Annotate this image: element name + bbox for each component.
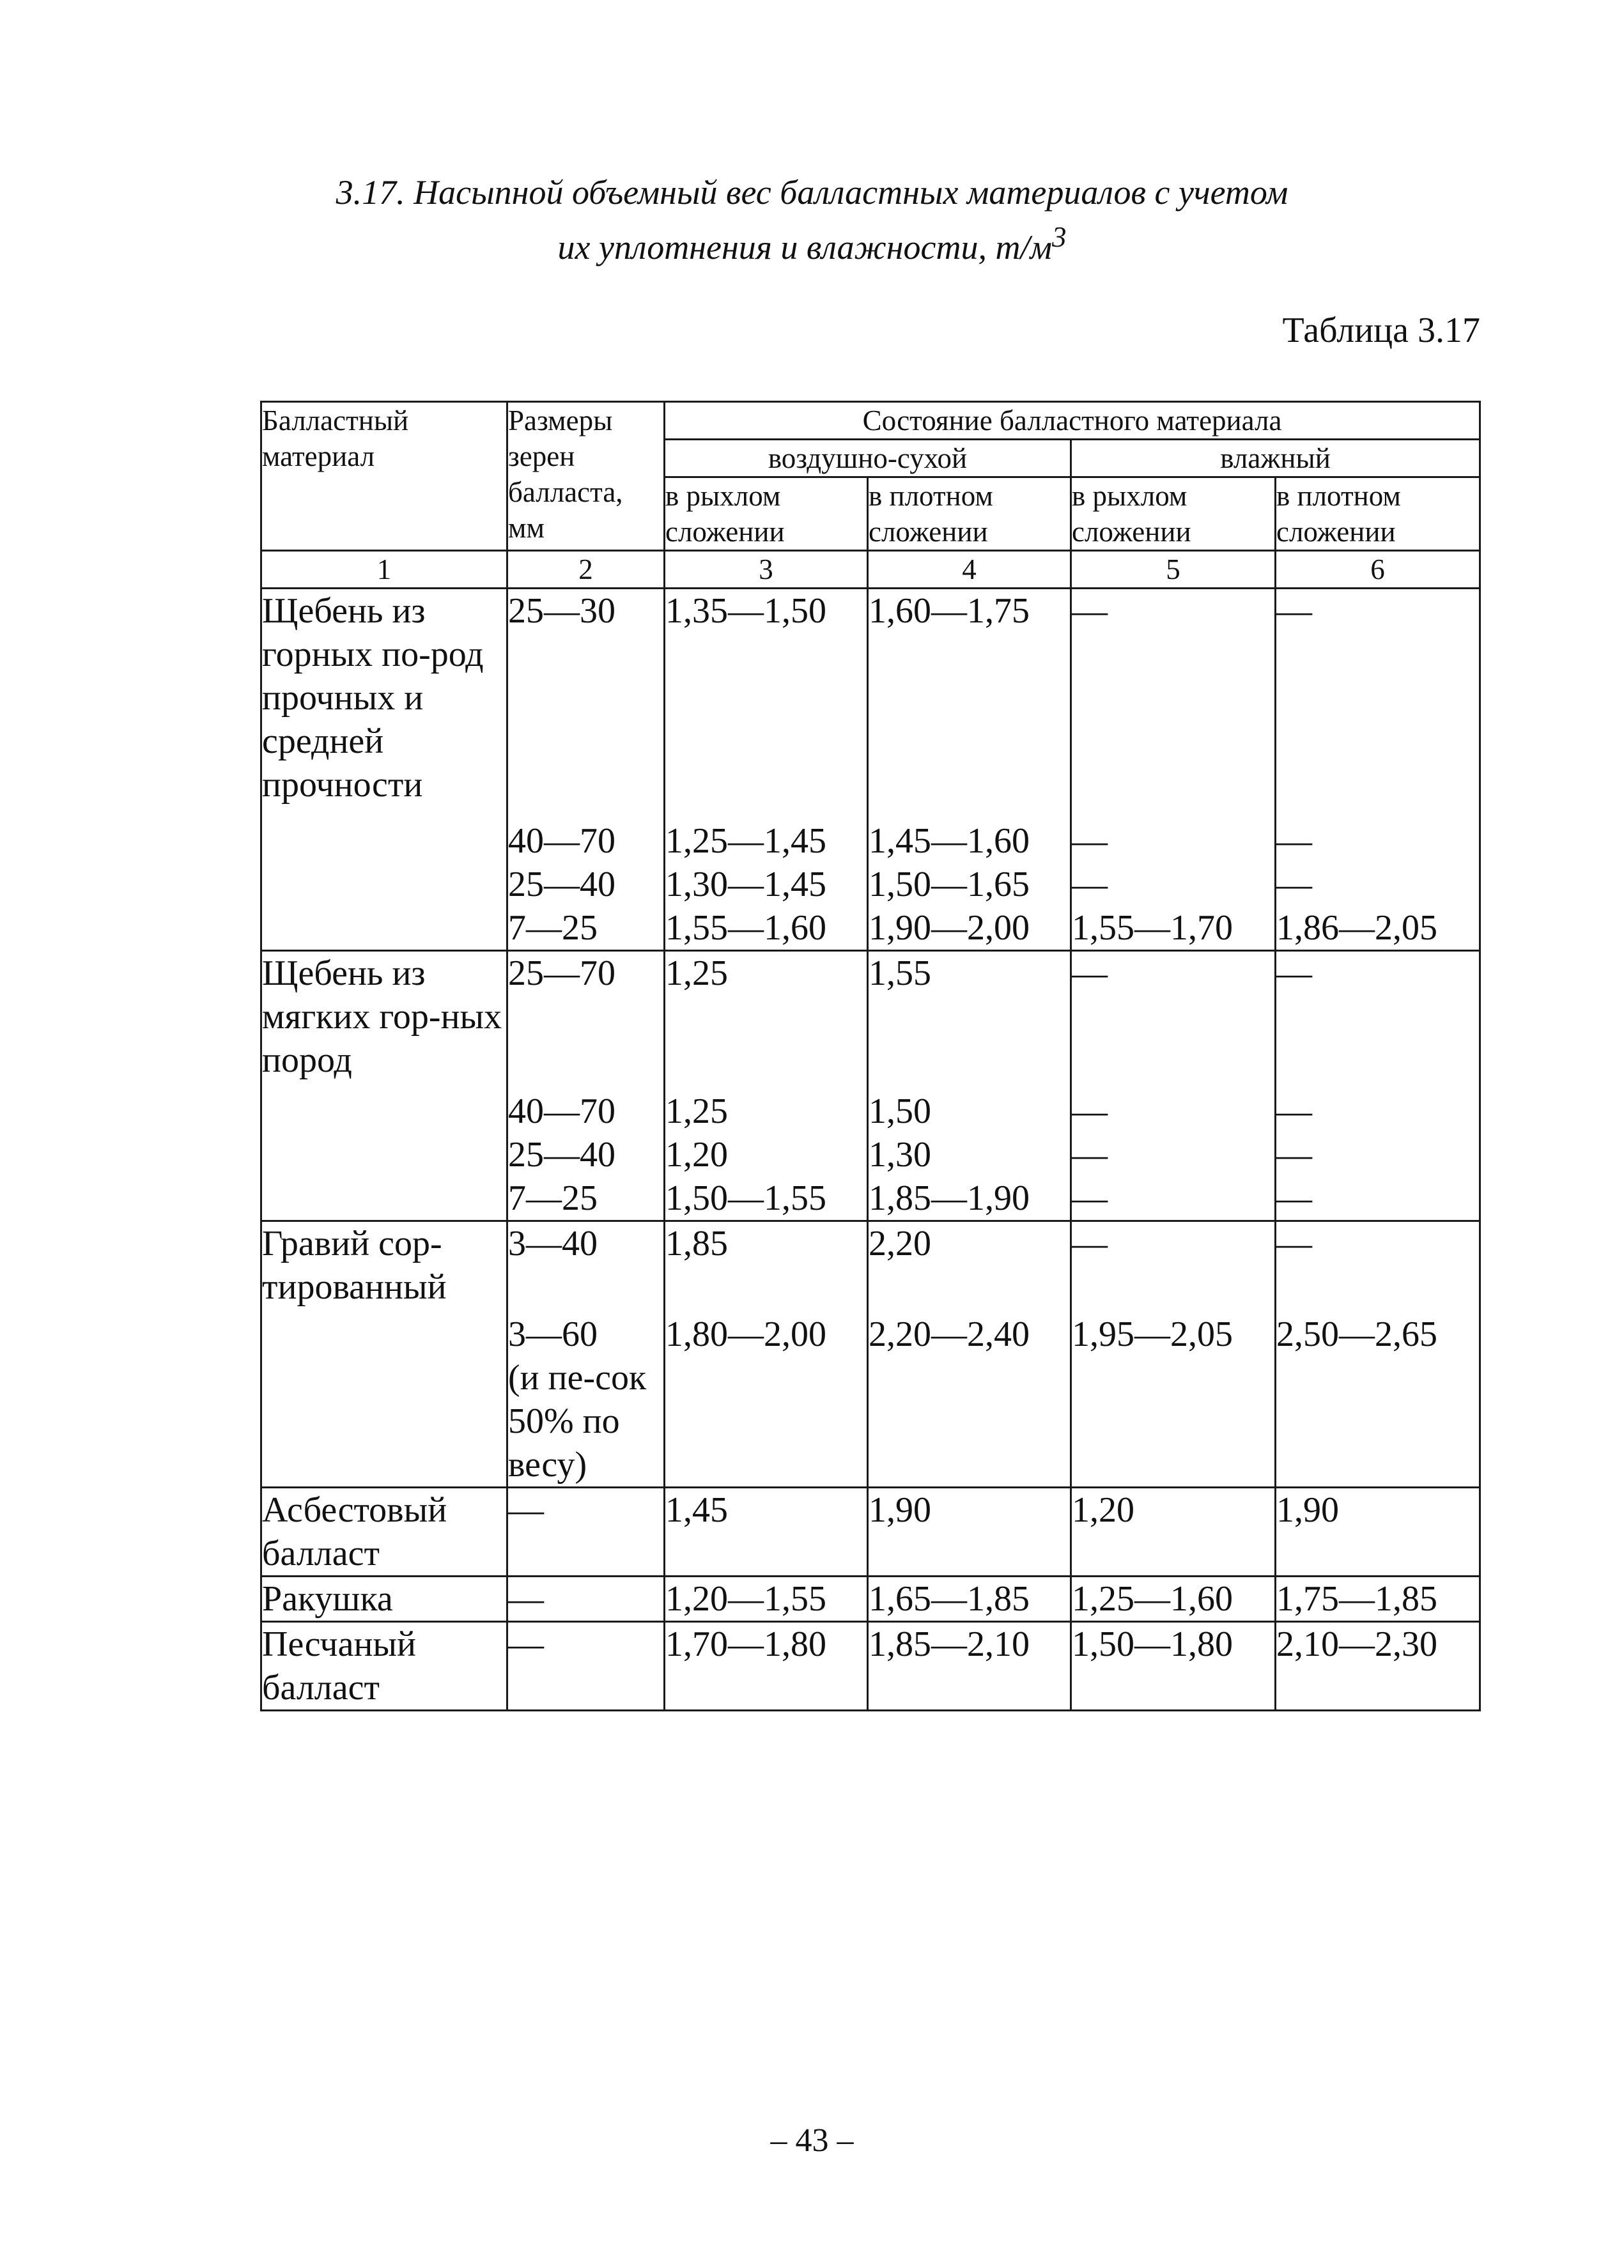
grain-size-cell xyxy=(507,1488,665,1577)
weight-value: 1,80—2,00 xyxy=(665,1315,826,1354)
weight-value: 1,90 xyxy=(869,1490,931,1530)
weight-value: 1,55 xyxy=(869,953,931,993)
value-cell xyxy=(1276,589,1480,951)
weight-value: — xyxy=(1276,953,1312,993)
weight-value: — xyxy=(1072,821,1108,861)
weight-value: 2,50—2,65 xyxy=(1276,1315,1437,1354)
material-group-row xyxy=(261,951,1480,1221)
value-cell xyxy=(1276,1622,1480,1711)
header-row-1 xyxy=(261,402,1480,440)
column-number: 1 xyxy=(261,551,507,589)
value-cell xyxy=(665,1622,868,1711)
page-number: – 43 – xyxy=(770,2122,854,2159)
value-cell xyxy=(665,951,868,1221)
weight-value: — xyxy=(1276,1224,1312,1263)
weight-value: — xyxy=(1072,865,1108,904)
weight-value: 1,45—1,60 xyxy=(869,821,1030,861)
material-name: Щебень из мягких гор-ных пород xyxy=(261,951,507,1221)
value-cell xyxy=(1071,1221,1276,1488)
value-cell xyxy=(868,1622,1071,1711)
value-cell xyxy=(1071,1622,1276,1711)
grain-size-value: — xyxy=(508,1624,544,1664)
header-wet-loose: в рыхлом сложении xyxy=(1071,477,1276,551)
weight-value: 1,85 xyxy=(665,1224,728,1263)
header-state-group: Состояние балластного материала xyxy=(665,402,1480,440)
weight-value: 1,85—1,90 xyxy=(869,1178,1030,1218)
column-number: 4 xyxy=(868,551,1071,589)
material-name: Гравий сор-тированный xyxy=(261,1221,507,1488)
weight-value: 1,35—1,50 xyxy=(665,591,826,631)
header-wet: влажный xyxy=(1071,440,1480,477)
grain-size-cell xyxy=(507,1577,665,1622)
weight-value: 1,20—1,55 xyxy=(665,1579,826,1619)
table-label: Таблица 3.17 xyxy=(1282,311,1480,350)
weight-value: — xyxy=(1072,1178,1108,1218)
value-cell xyxy=(868,1221,1071,1488)
heading-line-1: 3.17. Насыпной объемный вес балластных материалов с учетом xyxy=(336,173,1288,212)
weight-value: 1,95—2,05 xyxy=(1072,1315,1233,1354)
weight-value: 1,90 xyxy=(1276,1490,1339,1530)
weight-value: 1,25—1,45 xyxy=(665,821,826,861)
value-cell xyxy=(1276,951,1480,1221)
value-cell xyxy=(1276,1221,1480,1488)
weight-value: 1,30—1,45 xyxy=(665,865,826,904)
weight-value: 1,25—1,60 xyxy=(1072,1579,1233,1619)
weight-value: — xyxy=(1072,953,1108,993)
grain-size-value: 25—40 xyxy=(508,865,615,904)
column-number: 6 xyxy=(1276,551,1480,589)
weight-value: 1,50—1,55 xyxy=(665,1178,826,1218)
ballast-weight-table xyxy=(260,401,1481,1711)
grain-size-value: 25—30 xyxy=(508,591,615,631)
weight-value: 1,25 xyxy=(665,1092,728,1131)
column-number: 2 xyxy=(507,551,665,589)
weight-value: 1,55—1,60 xyxy=(665,908,826,948)
weight-value: 1,50—1,80 xyxy=(1072,1624,1233,1664)
weight-value: 1,60—1,75 xyxy=(869,591,1030,631)
value-cell xyxy=(868,951,1071,1221)
grain-size-value: 25—40 xyxy=(508,1135,615,1175)
page-heading xyxy=(0,170,1624,270)
grain-size-value: 25—70 xyxy=(508,953,615,993)
column-number: 3 xyxy=(665,551,868,589)
value-cell xyxy=(1276,1488,1480,1577)
value-cell xyxy=(868,1577,1071,1622)
grain-size-value: 40—70 xyxy=(508,1092,615,1131)
weight-value: 1,45 xyxy=(665,1490,728,1530)
header-dry-dense: в плотном сложении xyxy=(868,477,1071,551)
value-cell xyxy=(665,1221,868,1488)
weight-value: 1,55—1,70 xyxy=(1072,908,1233,948)
weight-value: 2,20—2,40 xyxy=(869,1315,1030,1354)
header-grain-size: Размеры зерен балласта, мм xyxy=(507,402,665,551)
weight-value: 1,25 xyxy=(665,953,728,993)
weight-value xyxy=(1072,1356,1274,1400)
value-cell xyxy=(868,1488,1071,1577)
value-cell xyxy=(1071,1488,1276,1577)
value-cell xyxy=(1276,1577,1480,1622)
weight-value: 1,20 xyxy=(665,1135,728,1175)
weight-value: — xyxy=(1276,591,1312,631)
weight-value xyxy=(869,1356,1070,1400)
grain-size-value: — xyxy=(508,1490,544,1530)
weight-value: — xyxy=(1276,865,1312,904)
grain-size-value: 7—25 xyxy=(508,908,598,948)
weight-value: — xyxy=(1072,1092,1108,1131)
header-wet-dense: в плотном сложении xyxy=(1276,477,1480,551)
weight-value: 1,20 xyxy=(1072,1490,1134,1530)
material-group-row xyxy=(261,589,1480,951)
weight-value: 1,90—2,00 xyxy=(869,908,1030,948)
header-material: Балластный материал xyxy=(261,402,507,551)
material-group-row xyxy=(261,1488,1480,1577)
weight-value: 1,30 xyxy=(869,1135,931,1175)
material-group-row xyxy=(261,1221,1480,1488)
header-dry: воздушно-сухой xyxy=(665,440,1071,477)
grain-size-value: 7—25 xyxy=(508,1178,598,1218)
material-group-row xyxy=(261,1577,1480,1622)
weight-value: — xyxy=(1072,1224,1108,1263)
column-number: 5 xyxy=(1071,551,1276,589)
unit-superscript: 3 xyxy=(1051,221,1067,253)
weight-value: 2,20 xyxy=(869,1224,931,1263)
value-cell xyxy=(1071,1577,1276,1622)
weight-value: — xyxy=(1072,1135,1108,1175)
weight-value: 1,70—1,80 xyxy=(665,1624,826,1664)
header-dry-loose: в рыхлом сложении xyxy=(665,477,868,551)
value-cell xyxy=(1071,951,1276,1221)
weight-value: 1,50—1,65 xyxy=(869,865,1030,904)
weight-value: — xyxy=(1072,591,1108,631)
value-cell xyxy=(868,589,1071,951)
weight-value: — xyxy=(1276,1092,1312,1131)
grain-size-cell xyxy=(507,1221,665,1488)
grain-size-value: — xyxy=(508,1579,544,1619)
weight-value: 1,65—1,85 xyxy=(869,1579,1030,1619)
material-group-row xyxy=(261,1622,1480,1711)
weight-value: 1,50 xyxy=(869,1092,931,1131)
column-number-row xyxy=(261,551,1480,589)
weight-value: 2,10—2,30 xyxy=(1276,1624,1437,1664)
grain-size-value: 40—70 xyxy=(508,821,615,861)
grain-size-cell xyxy=(507,1622,665,1711)
grain-size-value: 3—40 xyxy=(508,1224,598,1263)
weight-value xyxy=(665,1356,867,1400)
material-name: Асбестовый балласт xyxy=(261,1488,507,1577)
value-cell xyxy=(665,589,868,951)
weight-value: 1,86—2,05 xyxy=(1276,908,1437,948)
value-cell xyxy=(665,1577,868,1622)
heading-line-2 xyxy=(0,215,1624,270)
material-name: Ракушка xyxy=(261,1577,507,1622)
grain-size-value: (и пе-сок 50% по весу) xyxy=(508,1358,647,1485)
weight-value: 1,85—2,10 xyxy=(869,1624,1030,1664)
material-name: Песчаный балласт xyxy=(261,1622,507,1711)
grain-size-value: 3—60 xyxy=(508,1315,598,1354)
weight-value: — xyxy=(1276,821,1312,861)
weight-value: — xyxy=(1276,1178,1312,1218)
value-cell xyxy=(1071,589,1276,951)
heading-line-2-text: их уплотнения и влажности, т/м xyxy=(557,228,1052,266)
weight-value: 1,75—1,85 xyxy=(1276,1579,1437,1619)
value-cell xyxy=(665,1488,868,1577)
weight-value xyxy=(1276,1356,1479,1400)
weight-value: — xyxy=(1276,1135,1312,1175)
material-name: Щебень из горных по-род прочных и средней прочности xyxy=(261,589,507,951)
grain-size-cell xyxy=(507,951,665,1221)
grain-size-cell xyxy=(507,589,665,951)
